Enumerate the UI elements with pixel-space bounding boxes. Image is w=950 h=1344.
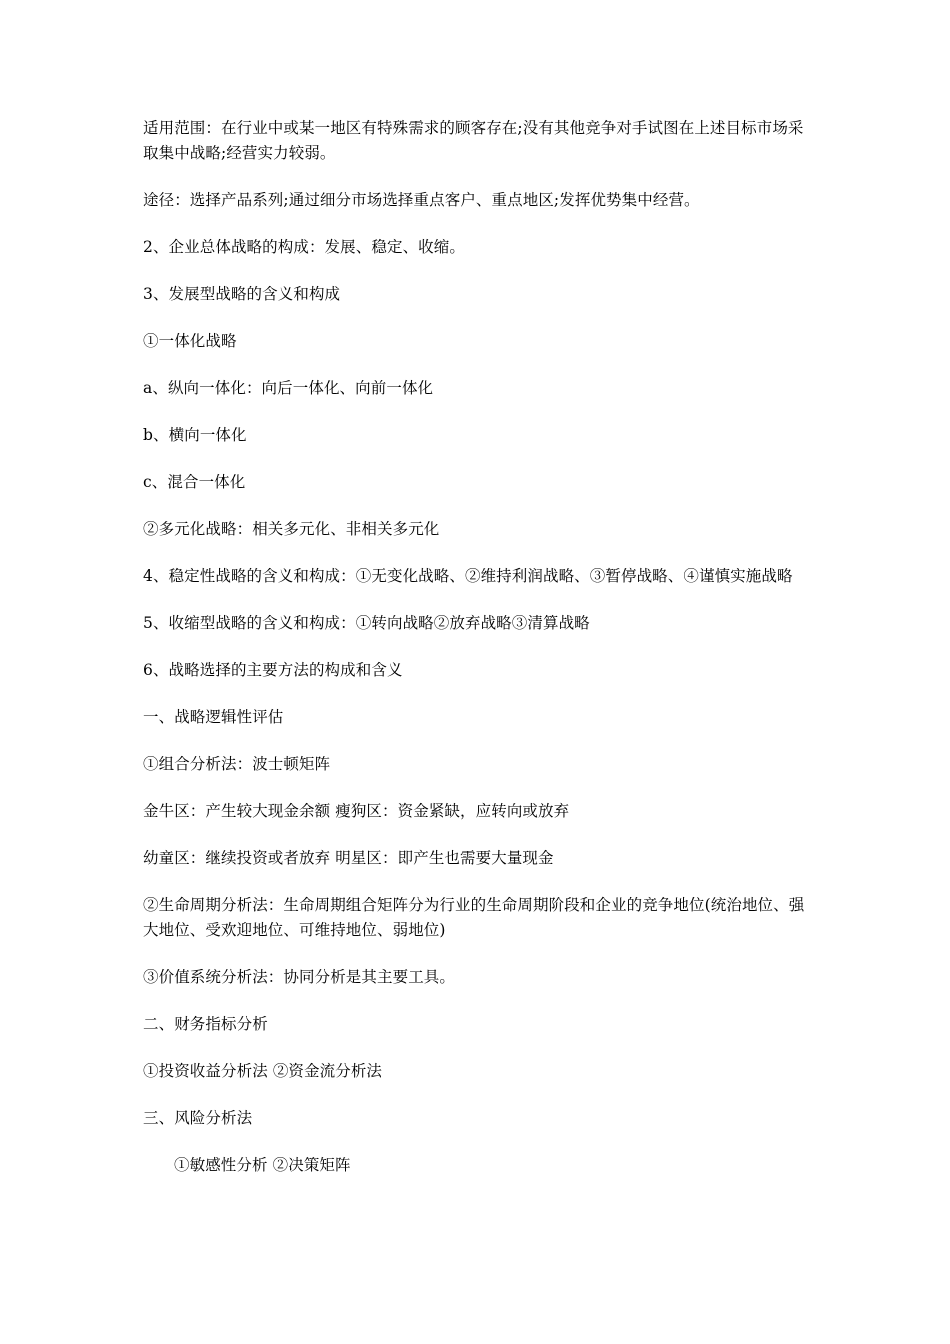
paragraph-retrenchment-strategy: 5、收缩型战略的含义和构成：①转向战略②放弃战略③清算战略 bbox=[143, 614, 590, 632]
paragraph-growth-strategy: 3、发展型战略的含义和构成 bbox=[143, 285, 341, 303]
paragraph-question-mark: 幼童区：继续投资或者放弃 明星区：即产生也需要大量现金 bbox=[143, 849, 554, 867]
paragraph-value-system: ③价值系统分析法：协同分析是其主要工具。 bbox=[143, 968, 456, 986]
paragraph-corporate-strategy: 2、企业总体战略的构成：发展、稳定、收缩。 bbox=[143, 238, 465, 256]
paragraph-portfolio-analysis: ①组合分析法：波士顿矩阵 bbox=[143, 755, 331, 773]
paragraph-vertical-integration: a、纵向一体化：向后一体化、向前一体化 bbox=[143, 379, 434, 397]
paragraph-risk-analysis: 三、风险分析法 bbox=[143, 1109, 253, 1127]
paragraph-integration: ①一体化战略 bbox=[143, 332, 237, 350]
paragraph-horizontal-integration: b、横向一体化 bbox=[143, 426, 247, 444]
paragraph-scope: 适用范围：在行业中或某一地区有特殊需求的顾客存在;没有其他竞争对手试图在上述目标市场采取集中战略;经营实力较弱。 bbox=[143, 119, 804, 162]
document-body bbox=[143, 116, 808, 1200]
paragraph-cash-cow: 金牛区：产生较大现金余额 瘦狗区：资金紧缺，应转向或放弃 bbox=[143, 802, 570, 820]
paragraph-mixed-integration: c、混合一体化 bbox=[143, 473, 246, 491]
paragraph-stability-strategy: 4、稳定性战略的含义和构成：①无变化战略、②维持利润战略、③暂停战略、④谨慎实施战略 bbox=[143, 567, 793, 585]
paragraph-diversification: ②多元化战略：相关多元化、非相关多元化 bbox=[143, 520, 440, 538]
paragraph-approach: 途径：选择产品系列;通过细分市场选择重点客户、重点地区;发挥优势集中经营。 bbox=[143, 191, 700, 209]
paragraph-investment-cashflow: ①投资收益分析法 ②资金流分析法 bbox=[143, 1062, 383, 1080]
paragraph-life-cycle: ②生命周期分析法：生命周期组合矩阵分为行业的生命周期阶段和企业的竞争地位(统治地位、强大地位、受欢迎地位、可维持地位、弱地位) bbox=[143, 896, 805, 939]
paragraph-logic-evaluation: 一、战略逻辑性评估 bbox=[143, 708, 284, 726]
paragraph-financial-analysis: 二、财务指标分析 bbox=[143, 1015, 268, 1033]
paragraph-sensitivity-decision: ①敏感性分析 ②决策矩阵 bbox=[174, 1156, 351, 1174]
paragraph-selection-methods: 6、战略选择的主要方法的构成和含义 bbox=[143, 661, 403, 679]
